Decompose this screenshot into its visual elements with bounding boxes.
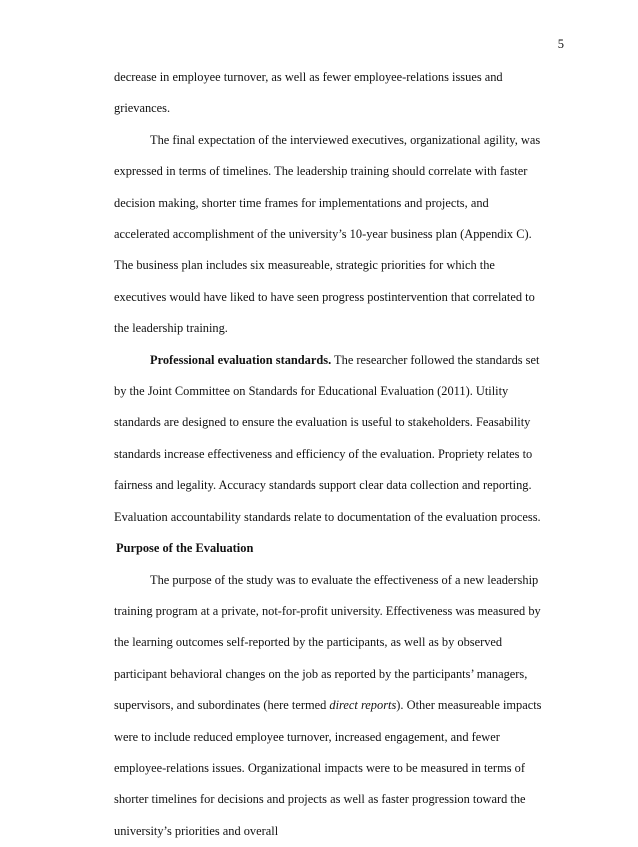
section-heading-purpose: Purpose of the Evaluation — [114, 533, 546, 564]
paragraph-evaluation-standards — [114, 345, 546, 533]
paragraph-organizational-agility: The final expectation of the interviewed executives, organizational agility, was expressed in terms of timelines. The leadership training should correlate with faster decision making, shorter time frames for implementations and projects, and accelerated accomplishment of the university’s 10-year business plan (Appendix C). The business plan includes six measureable, strategic priorities for which the executives would have liked to have seen progress postintervention that correlated to the leadership training. — [114, 125, 546, 345]
purpose-italic-term: direct reports — [329, 698, 396, 712]
purpose-text-part2: ). Other measureable impacts were to include reduced employee turnover, increased engagement, and fewer employee-relations issues. Organizational impacts were to be measured in terms of shorter timelines for decisions and projects as well as faster progression toward the university’s priorities and overall — [114, 698, 541, 838]
evaluation-standards-text: The researcher followed the standards set by the Joint Committee on Standards for Educational Evaluation (2011). Utility standards are designed to ensure the evaluation is useful to stakeholders. Feasability standards increase effectiveness and efficiency of the evaluation. Propriety relates to fairness and legality. Accuracy standards support clear data collection and reporting. Evaluation accountability standards relate to documentation of the evaluation process. — [114, 353, 541, 524]
paragraph-purpose — [114, 565, 546, 847]
run-in-heading-evaluation-standards: Professional evaluation standards. — [150, 353, 331, 367]
page-number: 5 — [558, 37, 564, 52]
purpose-text-part1: The purpose of the study was to evaluate the effectiveness of a new leadership training program at a private, not-for-profit university. Effectiveness was measured by the learning outcomes self-reported by the participants, as well as by observed participant behavioral changes on the job as reported by the participants’ managers, supervisors, and subordinates (here termed — [114, 573, 541, 713]
paragraph-turnover: decrease in employee turnover, as well as fewer employee-relations issues and grievances. — [114, 62, 546, 125]
document-body — [114, 62, 546, 847]
